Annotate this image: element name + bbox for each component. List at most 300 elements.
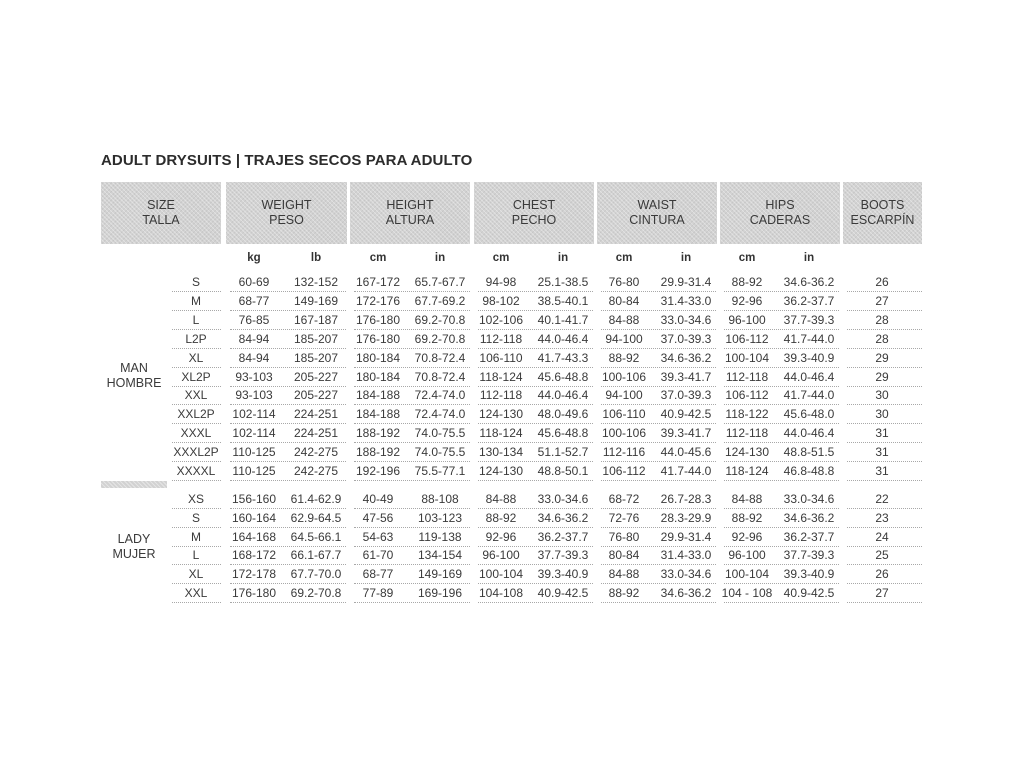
table-cell: 41.7-44.0 xyxy=(660,464,712,478)
row-rule xyxy=(478,546,593,547)
table-cell: 37.7-39.3 xyxy=(783,548,835,563)
group-label-lady-en: LADY xyxy=(117,532,151,546)
row-rule xyxy=(230,367,346,368)
row-rule xyxy=(172,602,221,603)
table-cell: 84-88 xyxy=(608,312,640,327)
row-rule xyxy=(354,404,470,405)
size-cell: M xyxy=(191,529,201,544)
table-cell: 44.0-46.4 xyxy=(783,426,835,441)
table-cell: 96-100 xyxy=(482,548,520,563)
table-cell: 100-104 xyxy=(478,567,524,582)
row-rule xyxy=(354,329,470,330)
row-rule xyxy=(724,386,839,387)
table-cell: 74.0-75.5 xyxy=(414,445,466,460)
table-cell: 37.7-39.3 xyxy=(783,312,835,327)
table-cell: 23 xyxy=(875,510,889,525)
table-cell: 39.3-40.9 xyxy=(537,567,589,582)
row-rule xyxy=(847,423,922,424)
row-rule xyxy=(354,480,470,481)
table-cell: 62.9-64.5 xyxy=(290,510,342,525)
table-cell: 124-130 xyxy=(478,464,524,478)
row-rule xyxy=(354,508,470,509)
table-cell: 45.6-48.0 xyxy=(783,407,835,422)
size-cell: XXL2P xyxy=(177,407,215,422)
header-label-en: WEIGHT xyxy=(261,198,312,212)
row-rule xyxy=(172,583,221,584)
row-rule xyxy=(354,291,470,292)
table-cell: 47-56 xyxy=(362,510,394,525)
row-rule xyxy=(354,527,470,528)
header-label-es: ESCARPÍN xyxy=(850,213,915,227)
row-rule xyxy=(601,461,716,462)
table-cell: 106-110 xyxy=(602,407,646,422)
row-rule xyxy=(172,329,221,330)
table-cell: 31.4-33.0 xyxy=(660,293,712,308)
row-rule xyxy=(601,508,716,509)
header-label-en: BOOTS xyxy=(860,198,905,212)
table-cell: 102-114 xyxy=(232,407,276,422)
group-label-man-en: MAN xyxy=(120,361,148,375)
header-waist xyxy=(597,182,717,244)
header-label-es: TALLA xyxy=(142,213,180,227)
unit-label: in xyxy=(434,252,446,264)
row-rule xyxy=(601,602,716,603)
size-cell: XL xyxy=(188,350,204,365)
table-cell: 149-169 xyxy=(417,567,463,582)
table-cell: 180-184 xyxy=(355,350,401,365)
table-cell: 44.0-46.4 xyxy=(537,388,589,403)
header-hips xyxy=(720,182,840,244)
table-cell: 27 xyxy=(875,293,889,308)
table-cell: 98-102 xyxy=(482,293,520,308)
row-rule xyxy=(724,583,839,584)
unit-label: in xyxy=(680,252,692,264)
row-rule xyxy=(847,602,922,603)
row-rule xyxy=(172,386,221,387)
size-cell: XXL xyxy=(184,586,208,600)
row-rule xyxy=(847,367,922,368)
table-cell: 88-108 xyxy=(421,492,459,506)
table-cell: 28.3-29.9 xyxy=(660,510,712,525)
table-cell: 54-63 xyxy=(362,529,394,544)
table-cell: 112-118 xyxy=(479,331,523,346)
table-cell: 34.6-36.2 xyxy=(783,275,835,289)
table-cell: 31.4-33.0 xyxy=(660,548,712,563)
table-cell: 84-88 xyxy=(485,492,517,506)
size-cell: M xyxy=(191,293,201,308)
row-rule xyxy=(230,404,346,405)
table-cell: 100-106 xyxy=(601,369,647,384)
row-rule xyxy=(354,564,470,565)
table-cell: 76-80 xyxy=(608,275,640,289)
table-cell: 103-123 xyxy=(417,510,463,525)
row-rule xyxy=(601,583,716,584)
row-rule xyxy=(172,546,221,547)
row-rule xyxy=(478,508,593,509)
table-cell: 205-227 xyxy=(293,369,339,384)
table-cell: 102-106 xyxy=(478,312,524,327)
row-rule xyxy=(724,442,839,443)
row-rule xyxy=(601,423,716,424)
table-cell: 68-72 xyxy=(608,492,640,506)
row-rule xyxy=(724,291,839,292)
row-rule xyxy=(847,291,922,292)
row-rule xyxy=(601,404,716,405)
row-rule xyxy=(478,423,593,424)
table-cell: 60-69 xyxy=(238,275,270,289)
row-rule xyxy=(847,386,922,387)
table-cell: 44.0-46.4 xyxy=(537,331,589,346)
row-rule xyxy=(478,527,593,528)
table-cell: 169-196 xyxy=(417,586,463,600)
table-cell: 185-207 xyxy=(293,331,339,346)
table-cell: 176-180 xyxy=(355,312,401,327)
row-rule xyxy=(172,367,221,368)
table-cell: 22 xyxy=(875,492,889,506)
row-rule xyxy=(478,480,593,481)
unit-label: lb xyxy=(310,252,322,264)
row-rule xyxy=(601,386,716,387)
table-cell: 75.5-77.1 xyxy=(414,464,466,478)
table-cell: 106-112 xyxy=(725,388,769,403)
group-label-man-es: HOMBRE xyxy=(106,376,162,390)
table-cell: 112-118 xyxy=(725,369,769,384)
size-cell: XXL xyxy=(184,388,208,403)
table-cell: 74.0-75.5 xyxy=(414,426,466,441)
table-cell: 66.1-67.7 xyxy=(290,548,342,563)
row-rule xyxy=(172,461,221,462)
table-cell: 29.9-31.4 xyxy=(660,275,712,289)
row-rule xyxy=(847,546,922,547)
table-cell: 26 xyxy=(875,275,889,289)
size-cell: XXXL xyxy=(180,426,212,441)
table-cell: 80-84 xyxy=(608,293,640,308)
row-rule xyxy=(847,583,922,584)
table-cell: 37.0-39.3 xyxy=(660,388,712,403)
size-cell: L xyxy=(192,548,200,563)
chart-title: ADULT DRYSUITS | TRAJES SECOS PARA ADULTO xyxy=(101,152,473,169)
table-cell: 224-251 xyxy=(293,426,339,441)
row-rule xyxy=(724,310,839,311)
table-cell: 188-192 xyxy=(355,426,401,441)
table-cell: 65.7-67.7 xyxy=(414,275,466,289)
row-rule xyxy=(172,480,221,481)
table-cell: 110-125 xyxy=(232,445,276,460)
row-rule xyxy=(230,461,346,462)
table-cell: 84-94 xyxy=(238,350,270,365)
row-rule xyxy=(230,546,346,547)
table-cell: 88-92 xyxy=(731,275,763,289)
row-rule xyxy=(354,423,470,424)
row-rule xyxy=(478,461,593,462)
table-cell: 84-88 xyxy=(731,492,763,506)
table-cell: 172-178 xyxy=(231,567,277,582)
row-rule xyxy=(354,442,470,443)
table-cell: 130-134 xyxy=(478,445,524,460)
row-rule xyxy=(601,310,716,311)
table-cell: 34.6-36.2 xyxy=(660,350,712,365)
table-cell: 41.7-44.0 xyxy=(783,331,835,346)
table-cell: 118-124 xyxy=(479,369,523,384)
table-cell: 188-192 xyxy=(355,445,401,460)
row-rule xyxy=(724,367,839,368)
table-cell: 40-49 xyxy=(362,492,394,506)
row-rule xyxy=(847,564,922,565)
table-cell: 40.9-42.5 xyxy=(537,586,589,600)
table-cell: 184-188 xyxy=(355,407,401,422)
table-cell: 88-92 xyxy=(731,510,763,525)
table-cell: 33.0-34.6 xyxy=(783,492,835,506)
size-cell: XL xyxy=(188,567,204,582)
table-cell: 80-84 xyxy=(608,548,640,563)
row-rule xyxy=(230,423,346,424)
row-rule xyxy=(354,602,470,603)
row-rule xyxy=(230,508,346,509)
table-cell: 88-92 xyxy=(485,510,517,525)
table-cell: 172-176 xyxy=(355,293,401,308)
table-cell: 69.2-70.8 xyxy=(414,312,466,327)
row-rule xyxy=(172,348,221,349)
row-rule xyxy=(601,329,716,330)
row-rule xyxy=(230,564,346,565)
table-cell: 31 xyxy=(875,464,889,478)
row-rule xyxy=(847,404,922,405)
row-rule xyxy=(230,329,346,330)
header-label-es: PECHO xyxy=(511,213,557,227)
size-cell: S xyxy=(191,275,200,289)
row-rule xyxy=(478,602,593,603)
table-cell: 164-168 xyxy=(231,529,277,544)
size-cell: L2P xyxy=(185,331,207,346)
table-cell: 44.0-46.4 xyxy=(783,369,835,384)
table-cell: 30 xyxy=(875,407,889,422)
row-rule xyxy=(230,602,346,603)
row-rule xyxy=(724,480,839,481)
table-cell: 33.0-34.6 xyxy=(660,567,712,582)
unit-label: cm xyxy=(738,252,756,264)
table-cell: 67.7-70.0 xyxy=(290,567,342,582)
table-cell: 27 xyxy=(875,586,889,600)
row-rule xyxy=(478,367,593,368)
table-cell: 106-110 xyxy=(479,350,523,365)
table-cell: 92-96 xyxy=(731,529,763,544)
header-height xyxy=(350,182,470,244)
table-cell: 61.4-62.9 xyxy=(290,492,342,506)
table-cell: 110-125 xyxy=(232,464,276,478)
row-rule xyxy=(478,348,593,349)
table-cell: 48.0-49.6 xyxy=(537,407,589,422)
row-rule xyxy=(172,310,221,311)
table-cell: 112-116 xyxy=(602,445,646,460)
row-rule xyxy=(847,442,922,443)
header-label-es: PESO xyxy=(269,213,304,227)
row-rule xyxy=(478,329,593,330)
table-cell: 48.8-50.1 xyxy=(537,464,589,478)
header-boots xyxy=(843,182,922,244)
row-rule xyxy=(230,310,346,311)
row-rule xyxy=(354,386,470,387)
size-cell: XS xyxy=(187,492,204,506)
row-rule xyxy=(172,442,221,443)
table-cell: 72.4-74.0 xyxy=(414,388,466,403)
table-cell: 67.7-69.2 xyxy=(414,293,466,308)
table-cell: 94-100 xyxy=(605,331,643,346)
row-rule xyxy=(724,348,839,349)
row-rule xyxy=(724,329,839,330)
table-cell: 69.2-70.8 xyxy=(290,586,342,600)
table-cell: 44.0-45.6 xyxy=(660,445,712,460)
table-cell: 242-275 xyxy=(293,464,339,478)
table-cell: 70.8-72.4 xyxy=(414,369,466,384)
table-cell: 77-89 xyxy=(362,586,394,600)
table-cell: 45.6-48.8 xyxy=(537,369,589,384)
table-cell: 88-92 xyxy=(608,586,640,600)
table-cell: 39.3-40.9 xyxy=(783,350,835,365)
table-cell: 29 xyxy=(875,350,889,365)
row-rule xyxy=(724,527,839,528)
table-cell: 96-100 xyxy=(728,312,766,327)
row-rule xyxy=(230,442,346,443)
table-cell: 184-188 xyxy=(355,388,401,403)
table-cell: 88-92 xyxy=(608,350,640,365)
row-rule xyxy=(230,480,346,481)
table-cell: 36.2-37.7 xyxy=(537,529,589,544)
group-label-man xyxy=(101,361,167,391)
table-cell: 156-160 xyxy=(231,492,277,506)
table-cell: 40.1-41.7 xyxy=(537,312,589,327)
row-rule xyxy=(354,546,470,547)
table-cell: 41.7-43.3 xyxy=(537,350,589,365)
header-label-es: CINTURA xyxy=(629,213,685,227)
table-cell: 160-164 xyxy=(231,510,277,525)
row-rule xyxy=(847,508,922,509)
row-rule xyxy=(230,348,346,349)
table-cell: 36.2-37.7 xyxy=(783,293,835,308)
size-cell: XL2P xyxy=(181,369,211,384)
row-rule xyxy=(601,348,716,349)
row-rule xyxy=(601,367,716,368)
row-rule xyxy=(478,404,593,405)
row-rule xyxy=(354,583,470,584)
table-cell: 92-96 xyxy=(485,529,517,544)
row-rule xyxy=(354,367,470,368)
table-cell: 124-130 xyxy=(478,407,524,422)
row-rule xyxy=(847,310,922,311)
table-cell: 30 xyxy=(875,388,889,403)
table-cell: 118-124 xyxy=(479,426,523,441)
row-rule xyxy=(724,461,839,462)
row-rule xyxy=(172,291,221,292)
table-cell: 69.2-70.8 xyxy=(414,331,466,346)
size-cell: XXXL2P xyxy=(173,445,219,460)
row-rule xyxy=(230,583,346,584)
size-cell: XXXXL xyxy=(176,464,216,478)
row-rule xyxy=(724,546,839,547)
table-cell: 24 xyxy=(875,529,889,544)
table-cell: 36.2-37.7 xyxy=(783,529,835,544)
table-cell: 40.9-42.5 xyxy=(660,407,712,422)
table-cell: 102-114 xyxy=(232,426,276,441)
row-rule xyxy=(601,442,716,443)
size-cell: L xyxy=(192,312,200,327)
table-cell: 132-152 xyxy=(293,275,339,289)
row-rule xyxy=(601,480,716,481)
table-cell: 34.6-36.2 xyxy=(660,586,712,600)
table-cell: 28 xyxy=(875,312,889,327)
row-rule xyxy=(724,602,839,603)
table-cell: 68-77 xyxy=(362,567,394,582)
table-cell: 112-118 xyxy=(725,426,769,441)
table-cell: 176-180 xyxy=(231,586,277,600)
row-rule xyxy=(724,423,839,424)
table-cell: 37.0-39.3 xyxy=(660,331,712,346)
header-label-en: SIZE xyxy=(147,198,175,212)
row-rule xyxy=(354,461,470,462)
table-cell: 61-70 xyxy=(362,548,394,563)
table-cell: 33.0-34.6 xyxy=(537,492,589,506)
table-cell: 41.7-44.0 xyxy=(783,388,835,403)
row-rule xyxy=(172,423,221,424)
table-cell: 76-80 xyxy=(608,529,640,544)
table-cell: 51.1-52.7 xyxy=(537,445,589,460)
table-cell: 70.8-72.4 xyxy=(414,350,466,365)
row-rule xyxy=(601,546,716,547)
row-rule xyxy=(847,480,922,481)
unit-label: in xyxy=(803,252,815,264)
table-cell: 118-122 xyxy=(725,407,769,422)
table-cell: 26.7-28.3 xyxy=(660,492,712,506)
table-cell: 33.0-34.6 xyxy=(660,312,712,327)
table-cell: 84-94 xyxy=(238,331,270,346)
unit-label: in xyxy=(557,252,569,264)
header-label-es: ALTURA xyxy=(385,213,435,227)
row-rule xyxy=(172,564,221,565)
table-cell: 185-207 xyxy=(293,350,339,365)
header-label-en: HIPS xyxy=(765,198,795,212)
table-cell: 93-103 xyxy=(235,388,273,403)
table-cell: 48.8-51.5 xyxy=(783,445,835,460)
table-cell: 176-180 xyxy=(355,331,401,346)
table-cell: 76-85 xyxy=(238,312,270,327)
table-cell: 118-124 xyxy=(725,464,769,478)
table-cell: 72-76 xyxy=(608,510,640,525)
row-rule xyxy=(478,564,593,565)
table-cell: 167-172 xyxy=(355,275,401,289)
table-cell: 96-100 xyxy=(728,548,766,563)
table-cell: 224-251 xyxy=(293,407,339,422)
table-cell: 29 xyxy=(875,369,889,384)
table-cell: 100-104 xyxy=(724,567,770,582)
table-cell: 100-104 xyxy=(724,350,770,365)
unit-label: cm xyxy=(615,252,633,264)
table-cell: 168-172 xyxy=(231,548,277,563)
table-cell: 29.9-31.4 xyxy=(660,529,712,544)
table-cell: 64.5-66.1 xyxy=(290,529,342,544)
row-rule xyxy=(172,404,221,405)
table-cell: 106-112 xyxy=(725,331,769,346)
table-cell: 124-130 xyxy=(724,445,770,460)
table-cell: 94-98 xyxy=(485,275,517,289)
table-cell: 119-138 xyxy=(418,529,462,544)
table-cell: 167-187 xyxy=(293,312,339,327)
table-cell: 40.9-42.5 xyxy=(783,586,835,600)
header-size xyxy=(101,182,221,244)
row-rule xyxy=(847,461,922,462)
table-cell: 31 xyxy=(875,445,889,460)
row-rule xyxy=(601,527,716,528)
row-rule xyxy=(172,508,221,509)
unit-label: cm xyxy=(492,252,510,264)
